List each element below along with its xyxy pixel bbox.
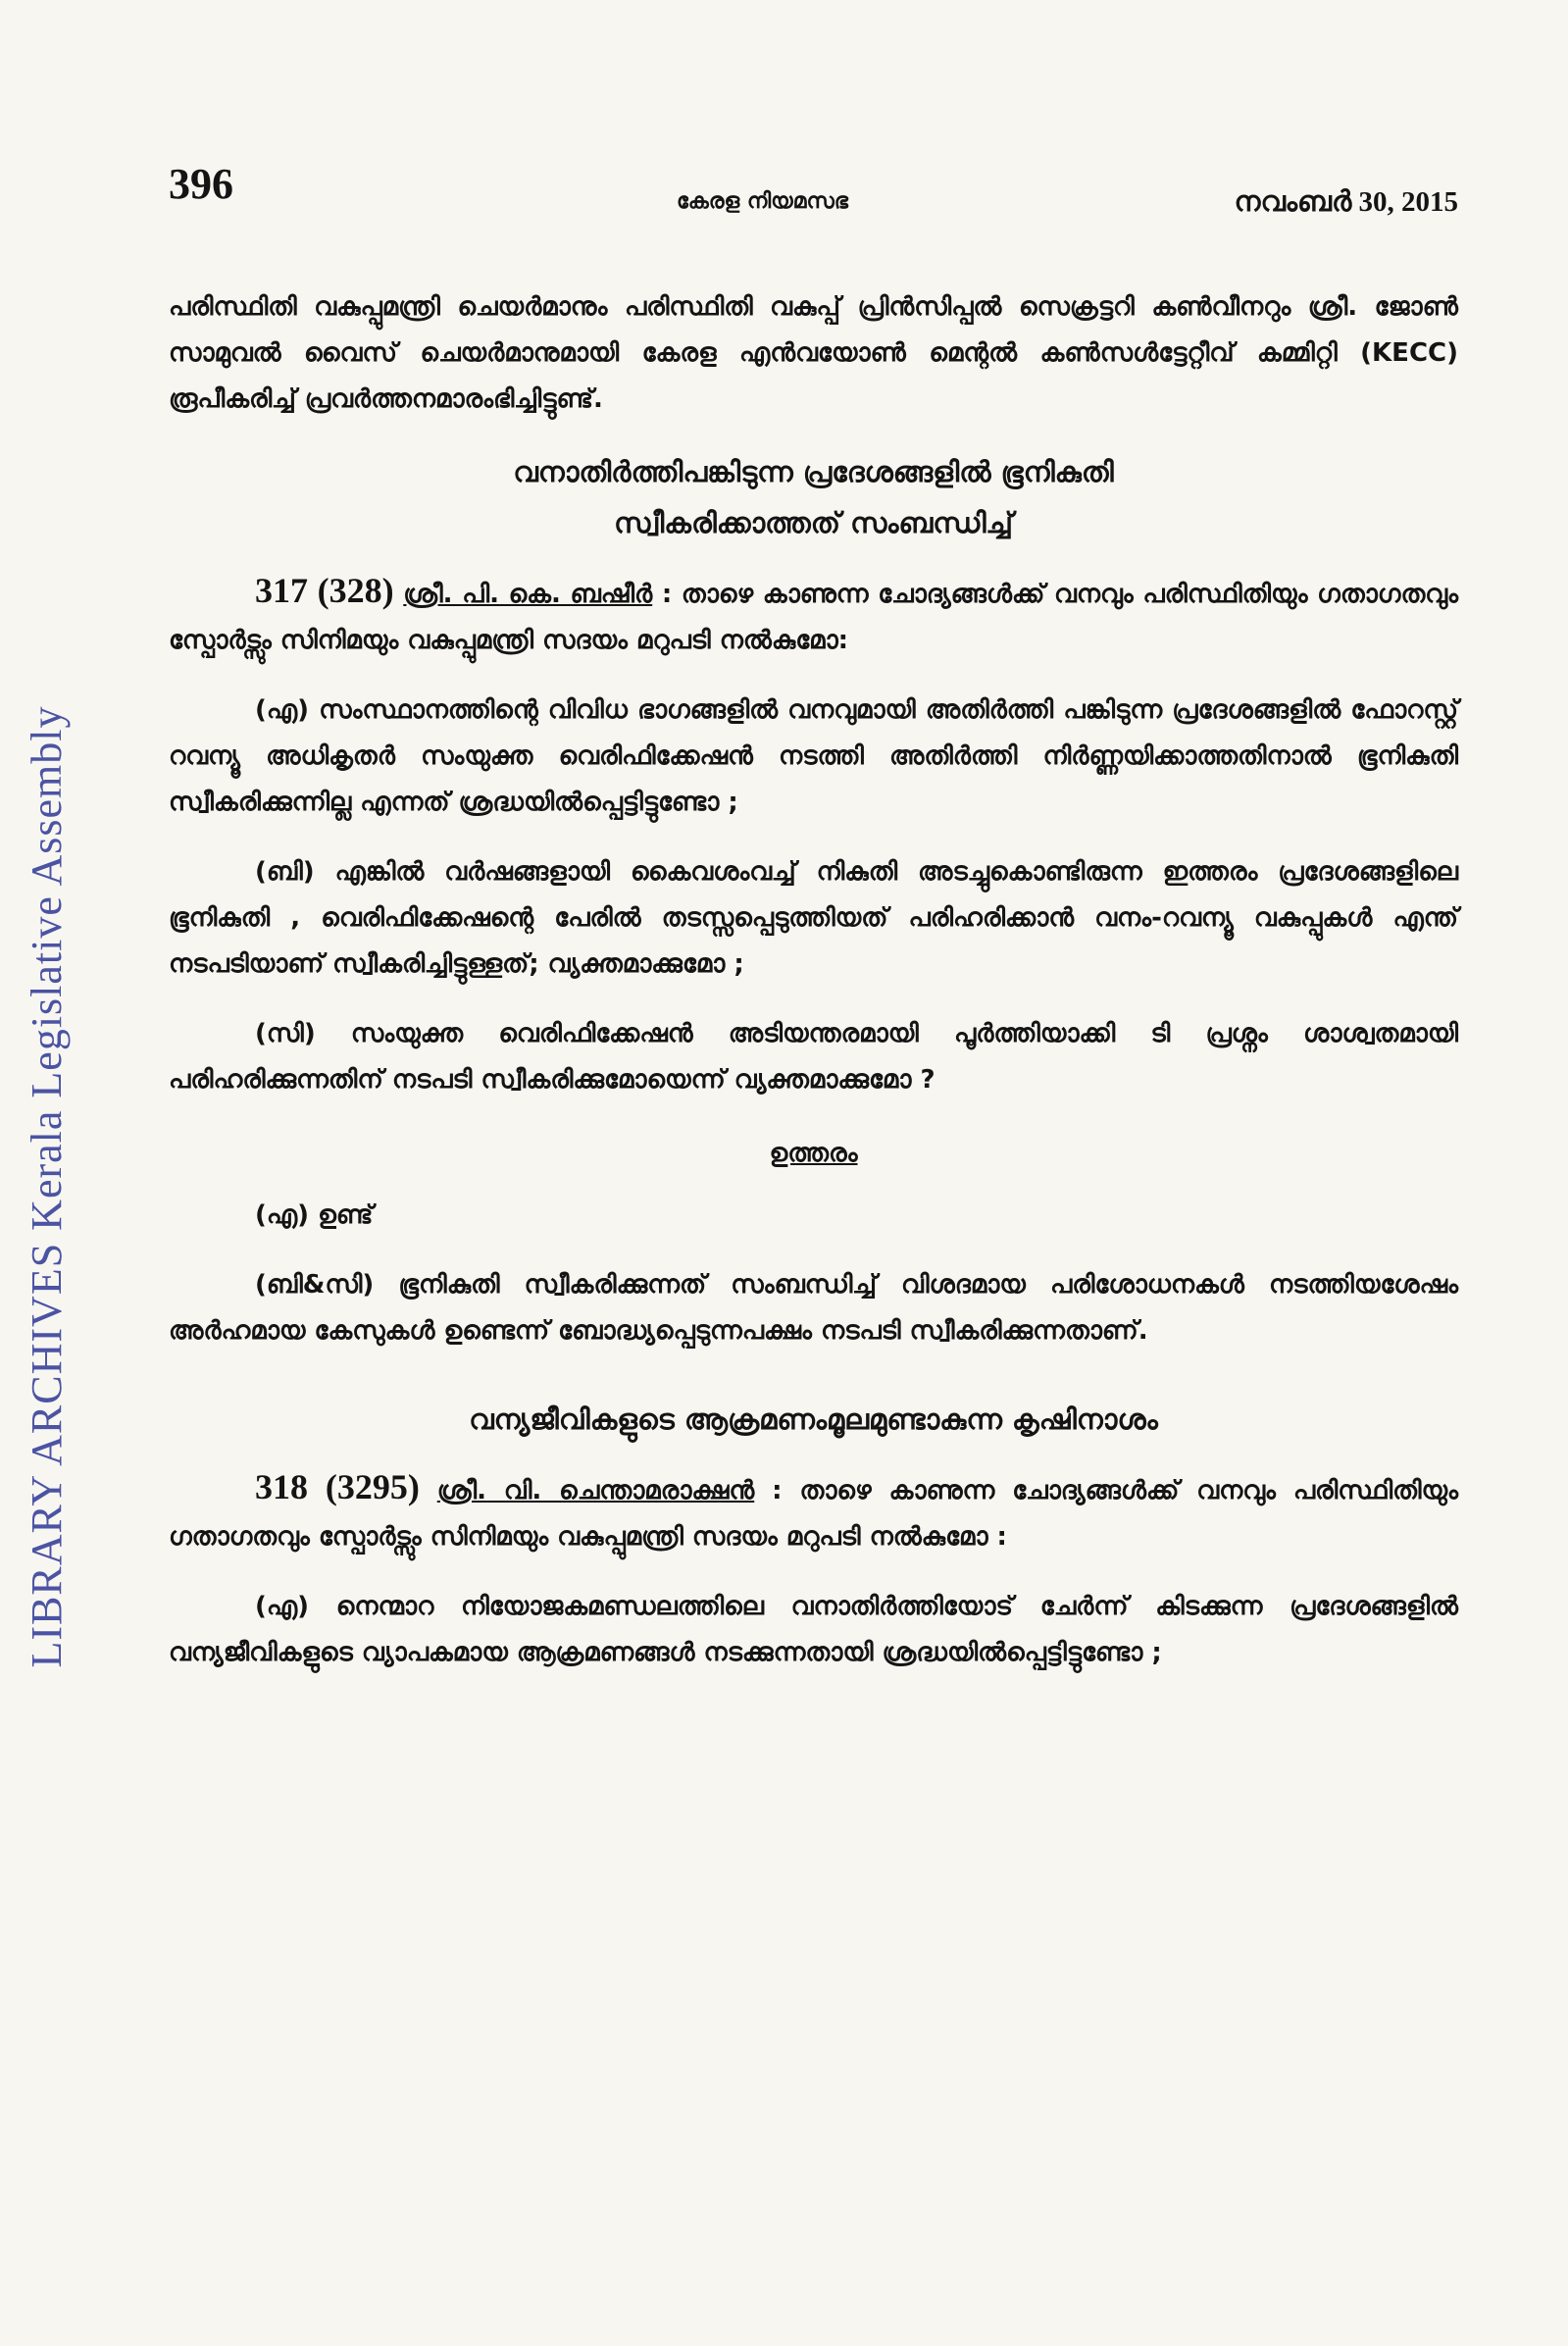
question-intro: : താഴെ കാണുന്ന ചോദ്യങ്ങൾക്ക് വനവും പരിസ്ഥിതിയും ഗതാഗതവും സ്പോർട്സും സിനിമയും വകുപ്പുമന്ത്രി സദയം മറുപടി നൽകുമോ: <box>169 580 1458 655</box>
member-name: ശ്രീ. വി. ചെന്താമരാക്ഷൻ <box>436 1476 755 1505</box>
question-number: 317 (328) <box>255 571 394 610</box>
question-number: 318 (3295) <box>255 1467 420 1506</box>
question-a: (എ) സംസ്ഥാനത്തിന്റെ വിവിധ ഭാഗങ്ങളിൽ വനവുമായി അതിർത്തി പങ്കിടുന്ന പ്രദേശങ്ങളിൽ ഫോറസ്റ്റ് റവന്യൂ അധികൃതർ സംയുക്ത വെരിഫിക്കേഷൻ നടത്തി അതിർത്തി നിർണ്ണയിക്കാത്തതിനാൽ ഭൂനികുതി സ്വീകരിക്കുന്നില്ല എന്നത് ശ്രദ്ധയിൽപ്പെട്ടിട്ടുണ്ടോ ; <box>169 695 1458 817</box>
intro-paragraph: പരിസ്ഥിതി വകുപ്പുമന്ത്രി ചെയർമാനും പരിസ്ഥിതി വകുപ്പ് പ്രിൻസിപ്പൽ സെക്രട്ടറി കൺവീനറും ശ്രീ. ജോൺ സാമുവൽ വൈസ് ചെയർമാനുമായി കേരള എൻവയോൺ മെന്റൽ കൺസൾട്ടേറ്റീവ് കമ്മിറ്റി (KECC) രൂപീകരിച്ച് പ്രവർത്തനമാരംഭിച്ചിട്ടുണ്ട്. <box>169 292 1458 414</box>
question-c: (സി) സംയുക്ത വെരിഫിക്കേഷൻ അടിയന്തരമായി പൂർത്തിയാക്കി ടി പ്രശ്നം ശാശ്വതമായി പരിഹരിക്കുന്നതിന് നടപടി സ്വീകരിക്കുമോയെന്ന് വ്യക്തമാക്കുമോ ? <box>169 1019 1458 1095</box>
question-a: (എ) നെന്മാറ നിയോജകമണ്ഡലത്തിലെ വനാതിർത്തിയോട് ചേർന്ന് കിടക്കുന്ന പ്രദേശങ്ങളിൽ വന്യജീവികളുടെ വ്യാപകമായ ആക്രമണങ്ങൾ നടക്കുന്നതായി ശ്രദ്ധയിൽപ്പെട്ടിട്ടുണ്ടോ ; <box>169 1592 1458 1667</box>
answer-heading: ഉത്തരം <box>769 1139 858 1168</box>
answer-a: (എ) ഉണ്ട് <box>255 1200 374 1230</box>
section1-heading-line1: വനാതിർത്തിപങ്കിടുന്ന പ്രദേശങ്ങളിൽ ഭൂനികുതി <box>513 455 1114 488</box>
section1-heading <box>169 446 1458 548</box>
section1-heading-line2: സ്വീകരിക്കാത്തത് സംബന്ധിച്ച് <box>614 506 1013 539</box>
question-b: (ബി) എങ്കിൽ വർഷങ്ങളായി കൈവശംവച്ച് നികുതി അടച്ചുകൊണ്ടിരുന്ന ഇത്തരം പ്രദേശങ്ങളിലെ ഭൂനികുതി , വെരിഫിക്കേഷന്റെ പേരിൽ തടസ്സപ്പെടുത്തിയത് പരിഹരിക്കാൻ വനം-റവന്യൂ വകുപ്പുകൾ എന്ത് നടപടിയാണ് സ്വീകരിച്ചിട്ടുള്ളത്; വ്യക്തമാക്കുമോ ; <box>169 857 1458 979</box>
member-name: ശ്രീ. പി. കെ. ബഷീർ <box>403 580 653 609</box>
header-date: നവംബർ 30, 2015 <box>1234 186 1458 218</box>
page-content <box>169 284 1458 1676</box>
section2-heading: വന്യജീവികളുടെ ആക്രമണംമൂലമുണ്ടാകുന്ന കൃഷിനാശം <box>469 1402 1158 1436</box>
question-intro: : താഴെ കാണുന്ന ചോദ്യങ്ങൾക്ക് വനവും പരിസ്ഥിതിയും ഗതാഗതവും സ്പോർട്സും സിനിമയും വകുപ്പുമന്ത്രി സദയം മറുപടി നൽകുമോ : <box>169 1476 1458 1552</box>
section1-question <box>169 568 1458 664</box>
answer-bc: (ബി&സി) ഭൂനികുതി സ്വീകരിക്കുന്നത് സംബന്ധിച്ച് വിശദമായ പരിശോധനകൾ നടത്തിയശേഷം അർഹമായ കേസുകൾ ഉണ്ടെന്ന് ബോദ്ധ്യപ്പെടുന്നപക്ഷം നടപടി സ്വീകരിക്കുന്നതാണ്. <box>169 1270 1458 1346</box>
archive-watermark: LIBRARY ARCHIVES Kerala Legislative Assembly <box>23 705 71 1668</box>
running-head: കേരള നിയമസഭ <box>677 189 848 214</box>
page-number: 396 <box>169 160 233 208</box>
section2-question <box>169 1464 1458 1560</box>
